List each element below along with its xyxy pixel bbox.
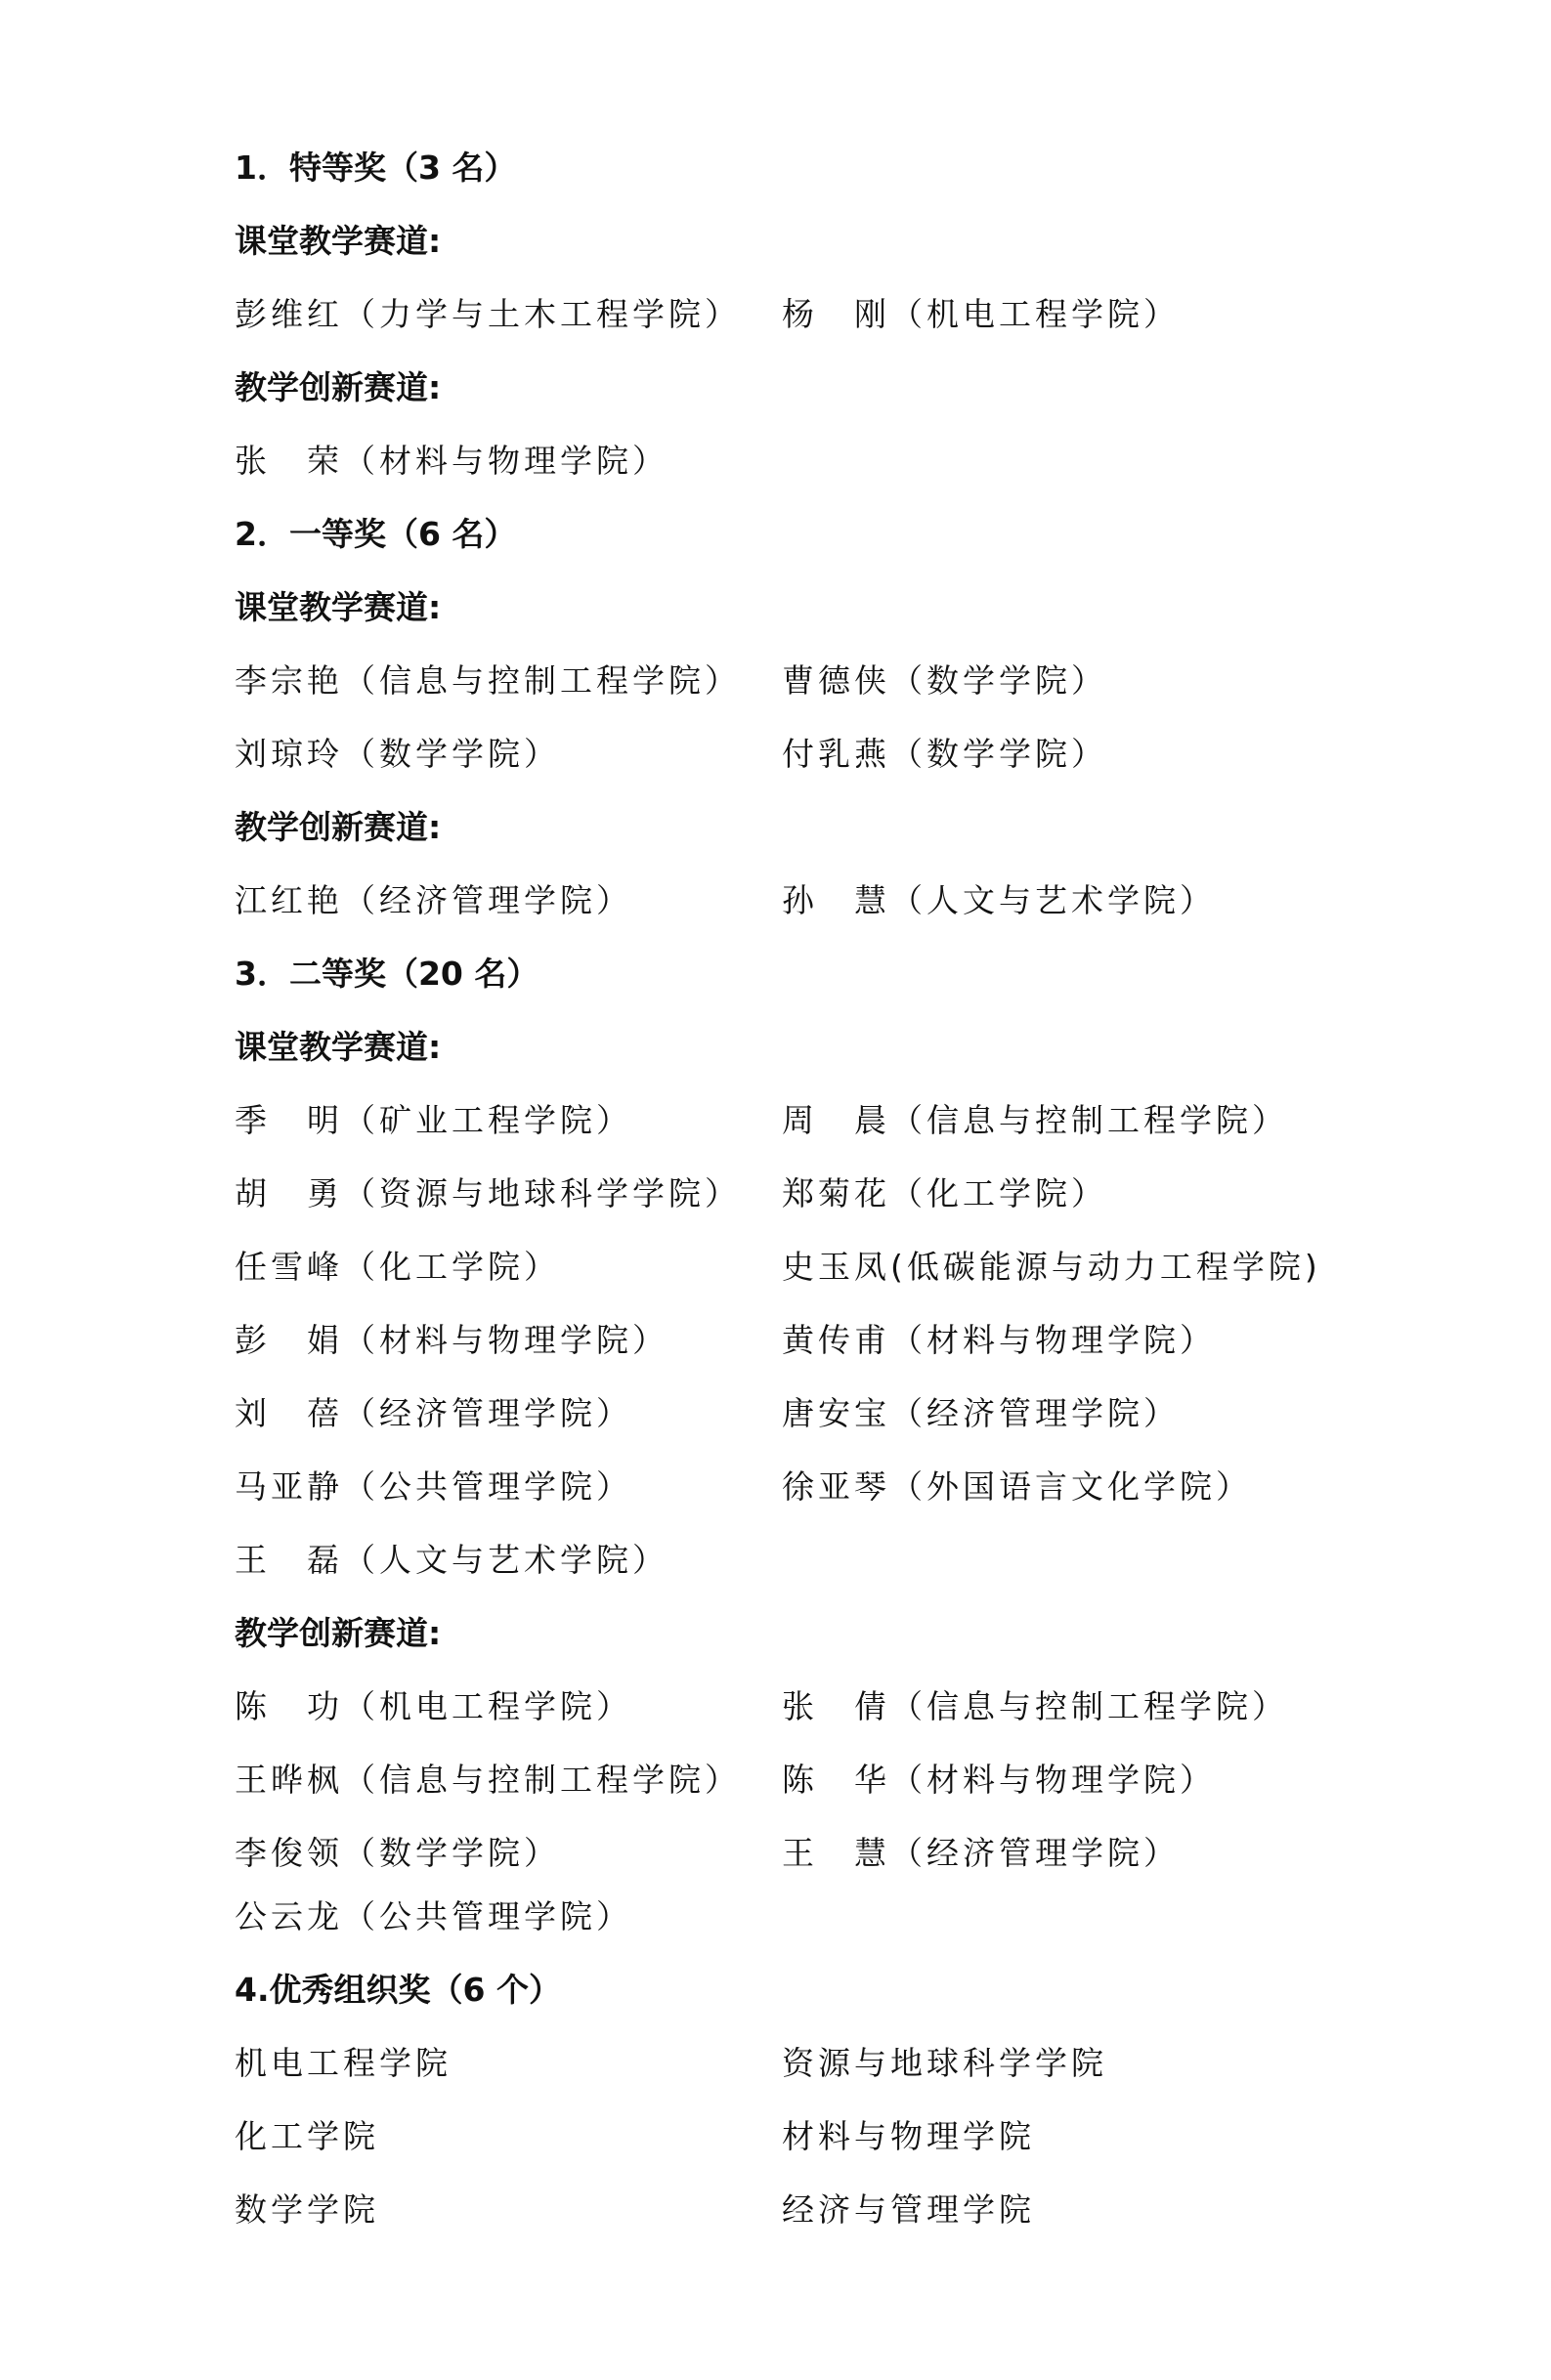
winner-entry: 季 明（矿业工程学院） <box>235 1101 632 1139</box>
winner-entry: 周 晨（信息与控制工程学院） <box>782 1101 1288 1139</box>
winner-entry: 数学学院 <box>235 2190 379 2229</box>
winner-entry: 刘 蓓（经济管理学院） <box>235 1394 632 1432</box>
winner-entry: 彭维红（力学与土木工程学院） <box>235 295 741 333</box>
winner-entry: 张 荣（材料与物理学院） <box>235 442 668 480</box>
winner-entry: 史玉凤(低碳能源与动力工程学院) <box>782 1248 1321 1286</box>
section-title: 2．一等奖（6 名） <box>235 515 517 553</box>
track-title: 教学创新赛道: <box>235 1614 442 1652</box>
winner-entry: 江红艳（经济管理学院） <box>235 881 632 919</box>
winner-entry: 王晔枫（信息与控制工程学院） <box>235 1761 741 1799</box>
winner-entry: 材料与物理学院 <box>782 2117 1035 2155</box>
winner-entry: 胡 勇（资源与地球科学学院） <box>235 1174 741 1212</box>
track-title: 教学创新赛道: <box>235 808 442 846</box>
section-title: 3．二等奖（20 名） <box>235 955 539 993</box>
winner-entry: 张 倩（信息与控制工程学院） <box>782 1687 1288 1725</box>
winner-entry: 李俊领（数学学院） <box>235 1834 560 1872</box>
winner-entry: 陈 华（材料与物理学院） <box>782 1761 1216 1799</box>
winner-entry: 公云龙（公共管理学院） <box>235 1897 632 1935</box>
winner-entry: 资源与地球科学学院 <box>782 2044 1107 2082</box>
winner-entry: 李宗艳（信息与控制工程学院） <box>235 661 741 700</box>
winner-entry: 杨 刚（机电工程学院） <box>782 295 1180 333</box>
winner-entry: 曹德侠（数学学院） <box>782 661 1107 700</box>
winner-entry: 黄传甫（材料与物理学院） <box>782 1321 1216 1359</box>
track-title: 教学创新赛道: <box>235 368 442 406</box>
track-title: 课堂教学赛道: <box>235 588 442 626</box>
winner-entry: 任雪峰（化工学院） <box>235 1248 560 1286</box>
track-title: 课堂教学赛道: <box>235 222 442 260</box>
winner-entry: 孙 慧（人文与艺术学院） <box>782 881 1216 919</box>
winner-entry: 付乳燕（数学学院） <box>782 735 1107 773</box>
winner-entry: 徐亚琴（外国语言文化学院） <box>782 1467 1252 1506</box>
winner-entry: 经济与管理学院 <box>782 2190 1035 2229</box>
track-title: 课堂教学赛道: <box>235 1028 442 1066</box>
winner-entry: 马亚静（公共管理学院） <box>235 1467 632 1506</box>
winner-entry: 刘琼玲（数学学院） <box>235 735 560 773</box>
section-title: 4.优秀组织奖（6 个） <box>235 1971 561 2009</box>
winner-entry: 郑菊花（化工学院） <box>782 1174 1107 1212</box>
winner-entry: 化工学院 <box>235 2117 379 2155</box>
section-title: 1．特等奖（3 名） <box>235 149 517 187</box>
winner-entry: 唐安宝（经济管理学院） <box>782 1394 1180 1432</box>
winner-entry: 机电工程学院 <box>235 2044 452 2082</box>
winner-entry: 陈 功（机电工程学院） <box>235 1687 632 1725</box>
winner-entry: 王 慧（经济管理学院） <box>782 1834 1180 1872</box>
winner-entry: 彭 娟（材料与物理学院） <box>235 1321 668 1359</box>
winner-entry: 王 磊（人文与艺术学院） <box>235 1541 668 1579</box>
